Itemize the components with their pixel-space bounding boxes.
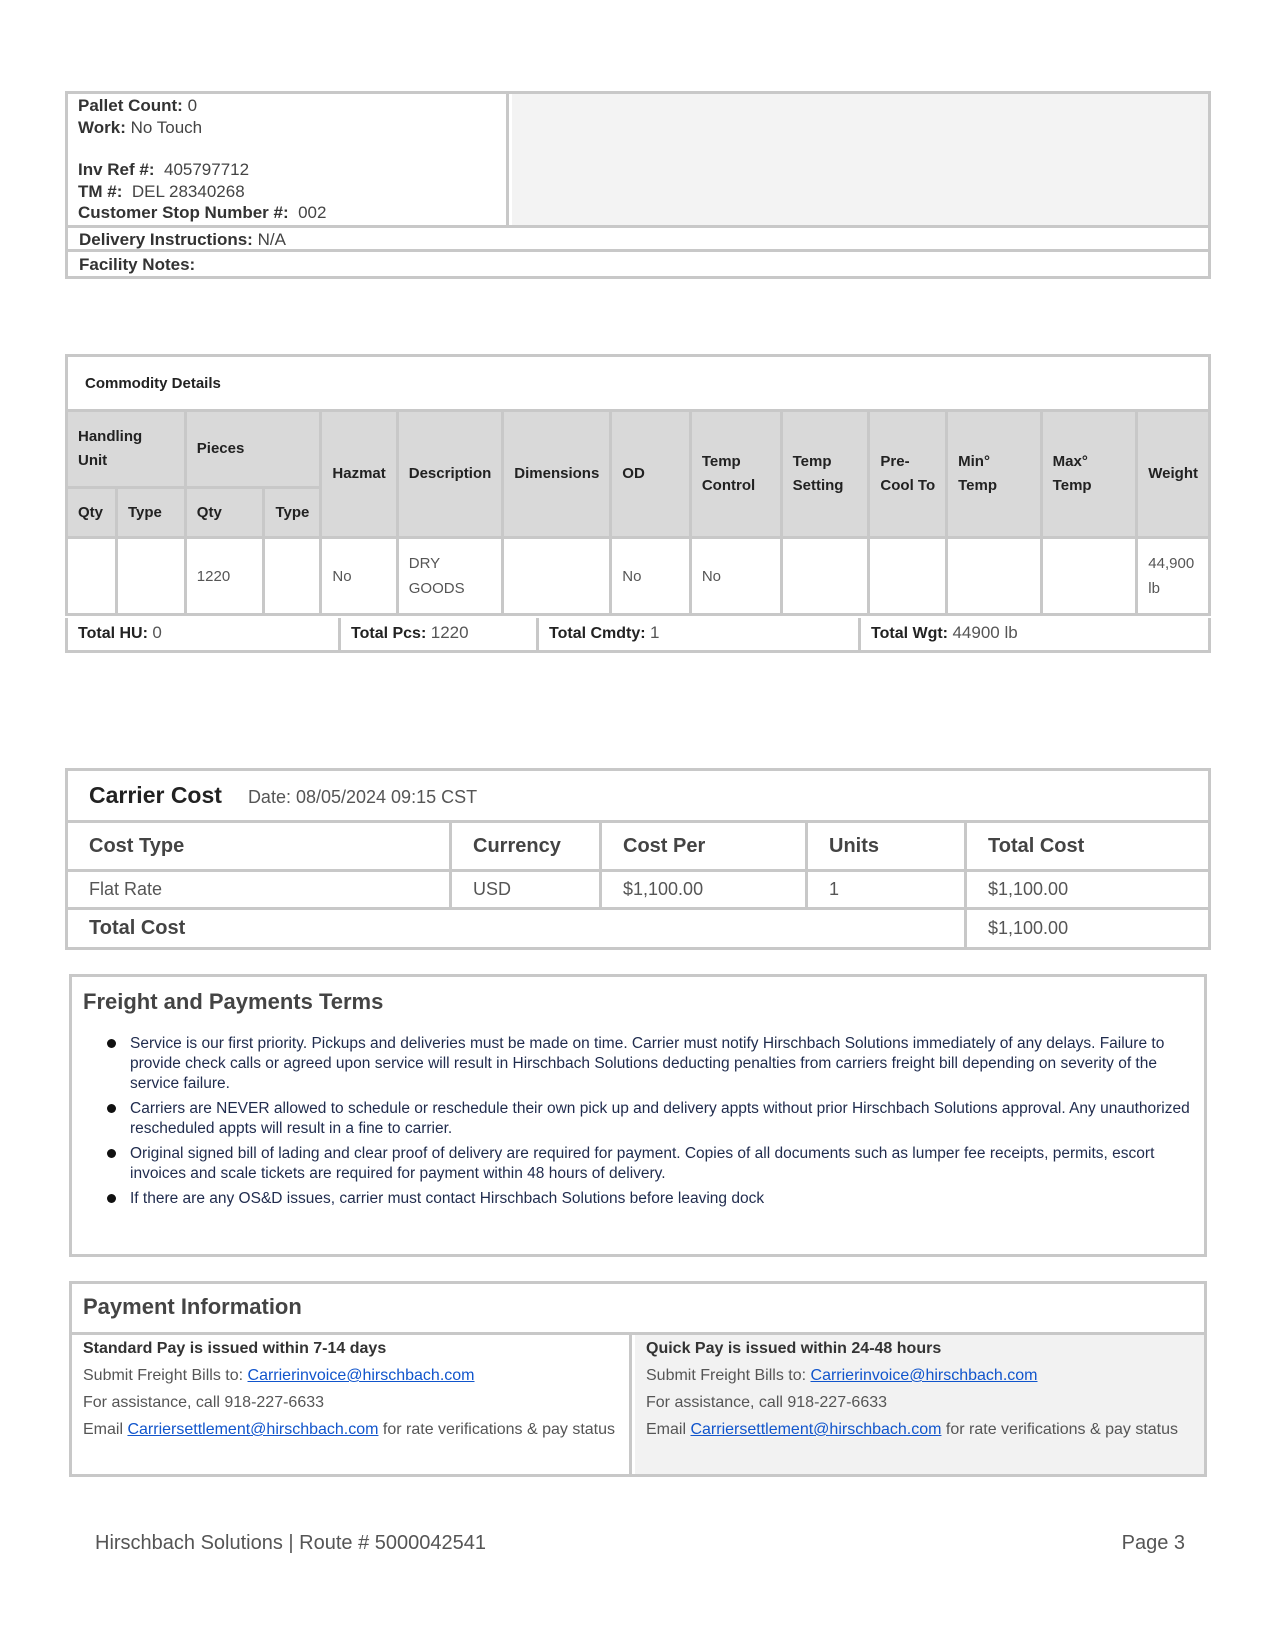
freight-terms-title: Freight and Payments Terms [83, 989, 384, 1014]
total-pcs: Total Pcs: 1220 [341, 618, 539, 650]
cost-type: Flat Rate [67, 871, 451, 909]
total-cost-value: $1,100.00 [966, 909, 1210, 949]
cost-total: $1,100.00 [966, 871, 1210, 909]
standard-pay: Standard Pay is issued within 7-14 days Submit Freight Bills to: Carrierinvoice@hirschbach.com For assistance, call 918-227-6633 Email Carriersettlement@hirschbach.com for rate verifications & pay status [72, 1335, 632, 1474]
inv-ref-label: Inv Ref #: [78, 160, 155, 179]
carrier-cost-header [67, 770, 1210, 822]
pallet-count: 0 [187, 96, 198, 115]
payment-info-title: Payment Information [72, 1284, 1204, 1335]
cost-per: $1,100.00 [601, 871, 807, 909]
standard-invoice-email-link[interactable]: Carrierinvoice@hirschbach.com [247, 1367, 475, 1384]
col-total-cost: Total Cost [966, 822, 1210, 871]
cost-currency: USD [451, 871, 601, 909]
cell-hu-type [116, 538, 185, 615]
work-label: Work: [78, 117, 126, 137]
hdr-description: Description [397, 411, 503, 538]
term-item: Carriers are NEVER allowed to schedule or reschedule their own pick up and delivery appts without prior Hirschbach Solutions approval. Any unauthorized rescheduled appts will result in a fine to carrier. [130, 1099, 1193, 1139]
commodity-title: Commodity Details [67, 356, 1210, 411]
work-value: No Touch [130, 117, 203, 137]
cell-pc-qty: 1220 [185, 538, 264, 615]
cell-hu-qty [67, 538, 117, 615]
term-item: If there are any OS&D issues, carrier must contact Hirschbach Solutions before leaving dock [130, 1189, 1193, 1209]
payment-info-panel [69, 1281, 1207, 1477]
hdr-dimensions: Dimensions [503, 411, 611, 538]
hdr-pieces: Pieces [185, 411, 321, 488]
commodity-table [65, 354, 1211, 616]
delivery-instructions: Delivery Instructions: N/A [68, 228, 1208, 252]
carrier-cost-date: Date: 08/05/2024 09:15 CST [247, 787, 478, 807]
tm-label: TM #: [78, 181, 123, 201]
cell-description: DRY GOODS [397, 538, 503, 615]
col-units: Units [807, 822, 966, 871]
footer-route: Hirschbach Solutions | Route # 5000042541 [95, 1532, 487, 1554]
total-cost-label: Total Cost [67, 909, 966, 949]
hdr-weight: Weight [1137, 411, 1210, 538]
hdr-temp-control: Temp Control [690, 411, 781, 538]
cell-pc-type [264, 538, 321, 615]
footer-page-number: Page 3 [1121, 1532, 1185, 1554]
hdr-pre-cool: Pre-Cool To [869, 411, 947, 538]
total-hu: Total HU: 0 [68, 618, 341, 650]
col-cost-type: Cost Type [67, 822, 451, 871]
facility-notes: Facility Notes: [79, 255, 196, 274]
quick-settlement-email-link[interactable]: Carriersettlement@hirschbach.com [690, 1421, 942, 1438]
cost-row [67, 871, 1210, 909]
standard-settlement-email-link[interactable]: Carriersettlement@hirschbach.com [127, 1421, 379, 1438]
hdr-handling-unit: Handling Unit [67, 411, 186, 488]
commodity-row [67, 538, 1210, 615]
customer-stop-number: 002 [298, 203, 327, 222]
quick-pay-heading: Quick Pay is issued within 24-48 hours [646, 1340, 942, 1357]
carrier-cost-table [65, 768, 1211, 950]
standard-pay-heading: Standard Pay is issued within 7-14 days [83, 1340, 387, 1357]
customer-stop-label: Customer Stop Number #: [78, 203, 289, 222]
stop-info-panel [65, 91, 1211, 279]
delivery-instructions-value: N/A [257, 230, 286, 249]
cell-temp-setting [781, 538, 869, 615]
cell-temp-control: No [690, 538, 781, 615]
cost-units: 1 [807, 871, 966, 909]
cell-min-temp [947, 538, 1042, 615]
cell-od: No [611, 538, 691, 615]
cell-hazmat: No [321, 538, 397, 615]
tm-number: DEL 28340268 [131, 181, 245, 201]
col-currency: Currency [451, 822, 601, 871]
hdr-hu-qty: Qty [67, 488, 117, 538]
cell-dimensions [503, 538, 611, 615]
hdr-hazmat: Hazmat [321, 411, 397, 538]
hdr-pc-type: Type [264, 488, 321, 538]
cell-weight: 44,900 lb [1137, 538, 1210, 615]
quick-invoice-email-link[interactable]: Carrierinvoice@hirschbach.com [810, 1367, 1038, 1384]
col-cost-per: Cost Per [601, 822, 807, 871]
hdr-pc-qty: Qty [185, 488, 264, 538]
hdr-temp-setting: Temp Setting [781, 411, 869, 538]
freight-terms-panel [69, 974, 1207, 1257]
carrier-cost-title: Carrier Cost [89, 782, 222, 808]
standard-assist: For assistance, call 918-227-6633 [83, 1394, 325, 1411]
term-item: Original signed bill of lading and clear proof of delivery are required for payment. Copies of all documents such as lumper fee receipts, permits, escort invoices and scale tickets are required for payment within 48 hours of delivery. [130, 1144, 1193, 1184]
terms-list [83, 1034, 1193, 1209]
stop-details [68, 94, 509, 225]
inv-ref: 405797712 [163, 160, 250, 179]
pallet-count-label: Pallet Count: [78, 96, 183, 115]
hdr-od: OD [611, 411, 691, 538]
cell-pre-cool [869, 538, 947, 615]
total-cmdty: Total Cmdty: 1 [539, 618, 861, 650]
hdr-min-temp: Min° Temp [947, 411, 1042, 538]
cell-max-temp [1041, 538, 1137, 615]
term-item: Service is our first priority. Pickups and deliveries must be made on time. Carrier must notify Hirschbach Solutions immediately of any delays. Failure to provide check calls or agreed upon service will result in Hirschbach Solutions deducting penalties from carriers freight bill depending on severity of the service failure. [130, 1034, 1193, 1094]
total-wgt: Total Wgt: 44900 lb [871, 623, 1018, 642]
hdr-max-temp: Max° Temp [1041, 411, 1137, 538]
commodity-totals [65, 618, 1211, 653]
hdr-hu-type: Type [116, 488, 185, 538]
quick-assist: For assistance, call 918-227-6633 [646, 1394, 888, 1411]
stop-info-blank [512, 94, 1208, 225]
quick-pay: Quick Pay is issued within 24-48 hours Submit Freight Bills to: Carrierinvoice@hirschbach.com For assistance, call 918-227-6633 Email Carriersettlement@hirschbach.com for rate verifications & pay status [635, 1335, 1204, 1474]
